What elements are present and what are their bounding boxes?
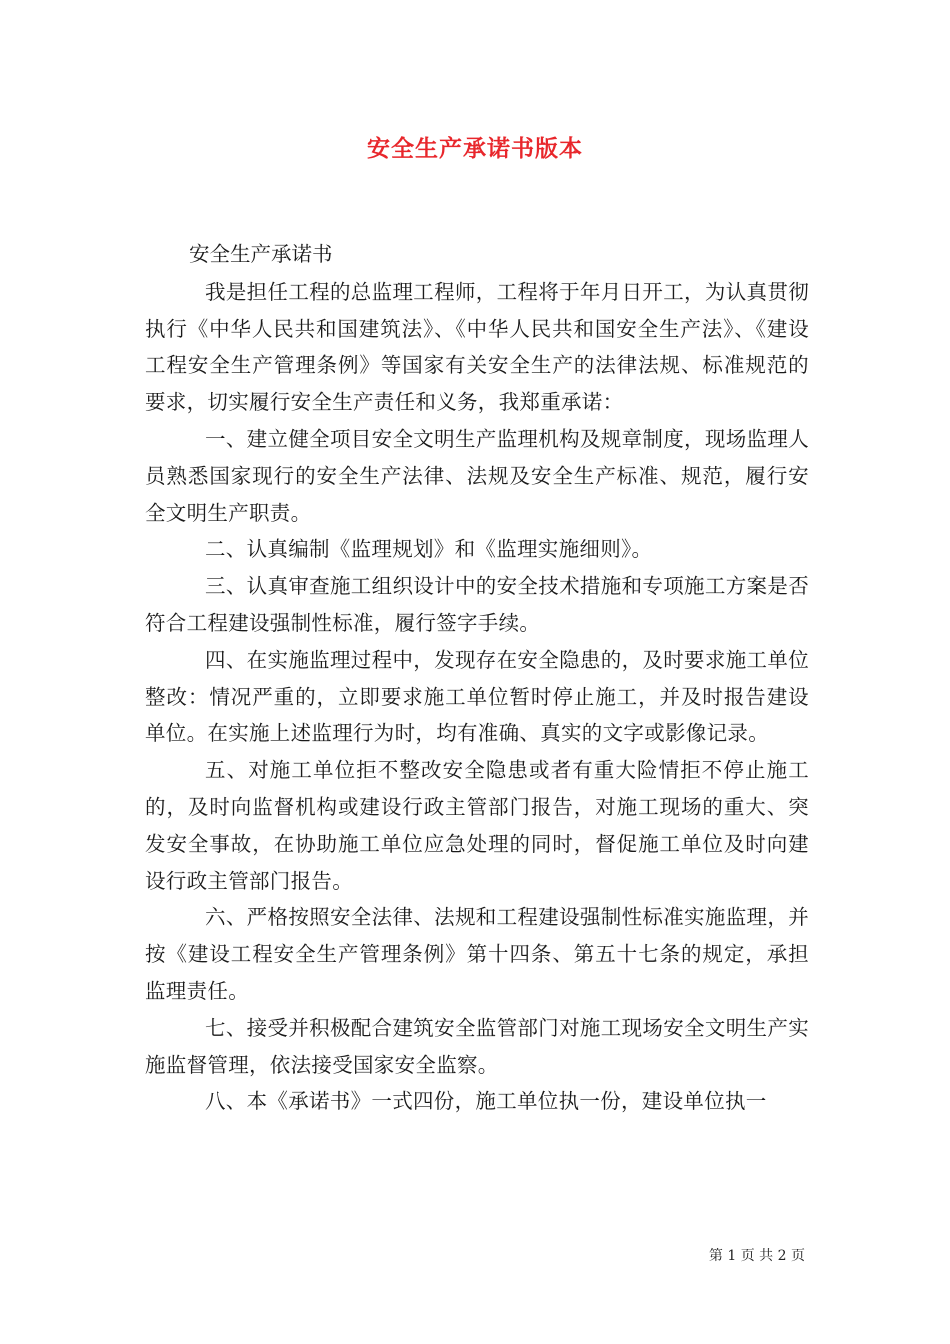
document-body — [145, 236, 809, 1120]
paragraph-6: 六、严格按照安全法律、法规和工程建设强制性标准实施监理，并按《建设工程安全生产管理条例》第十四条、第五十七条的规定，承担监理责任。 — [145, 905, 809, 1003]
document-subtitle: 安全生产承诺书 — [189, 242, 333, 266]
paragraph-7: 七、接受并积极配合建筑安全监管部门对施工现场安全文明生产实施监督管理，依法接受国家安全监察。 — [145, 1015, 809, 1077]
paragraph-8: 八、本《承诺书》一式四份，施工单位执一份，建设单位执一 — [205, 1089, 767, 1114]
paragraph-4: 四、在实施监理过程中，发现存在安全隐患的，及时要求施工单位整改：情况严重的，立即要求施工单位暂时停止施工，并及时报告建设单位。在实施上述监理行为时，均有准确、真实的文字或影像记录。 — [145, 647, 809, 746]
paragraph-5: 五、对施工单位拒不整改安全隐患或者有重大险情拒不停止施工的，及时向监督机构或建设行政主管部门报告，对施工现场的重大、突发安全事故，在协助施工单位应急处理的同时，督促施工单位及时向建设行政主管部门报告。 — [145, 758, 809, 893]
document-title: 安全生产承诺书版本 — [367, 135, 583, 162]
paragraph-intro: 我是担任工程的总监理工程师，工程将于年月日开工，为认真贯彻执行《中华人民共和国建筑法》、《中华人民共和国安全生产法》、《建设工程安全生产管理条例》等国家有关安全生产的法律法规、标准规范的要求，切实履行安全生产责任和义务，我郑重承诺： — [145, 279, 809, 415]
paragraph-3: 三、认真审查施工组织设计中的安全技术措施和专项施工方案是否符合工程建设强制性标准，履行签字手续。 — [145, 574, 809, 635]
page-footer: 第 1 页 共 2 页 — [708, 1248, 805, 1264]
paragraph-2: 二、认真编制《监理规划》和《监理实施细则》。 — [205, 537, 653, 562]
paragraph-1: 一、建立健全项目安全文明生产监理机构及规章制度，现场监理人员熟悉国家现行的安全生产法律、法规及安全生产标准、规范，履行安全文明生产职责。 — [145, 426, 809, 525]
